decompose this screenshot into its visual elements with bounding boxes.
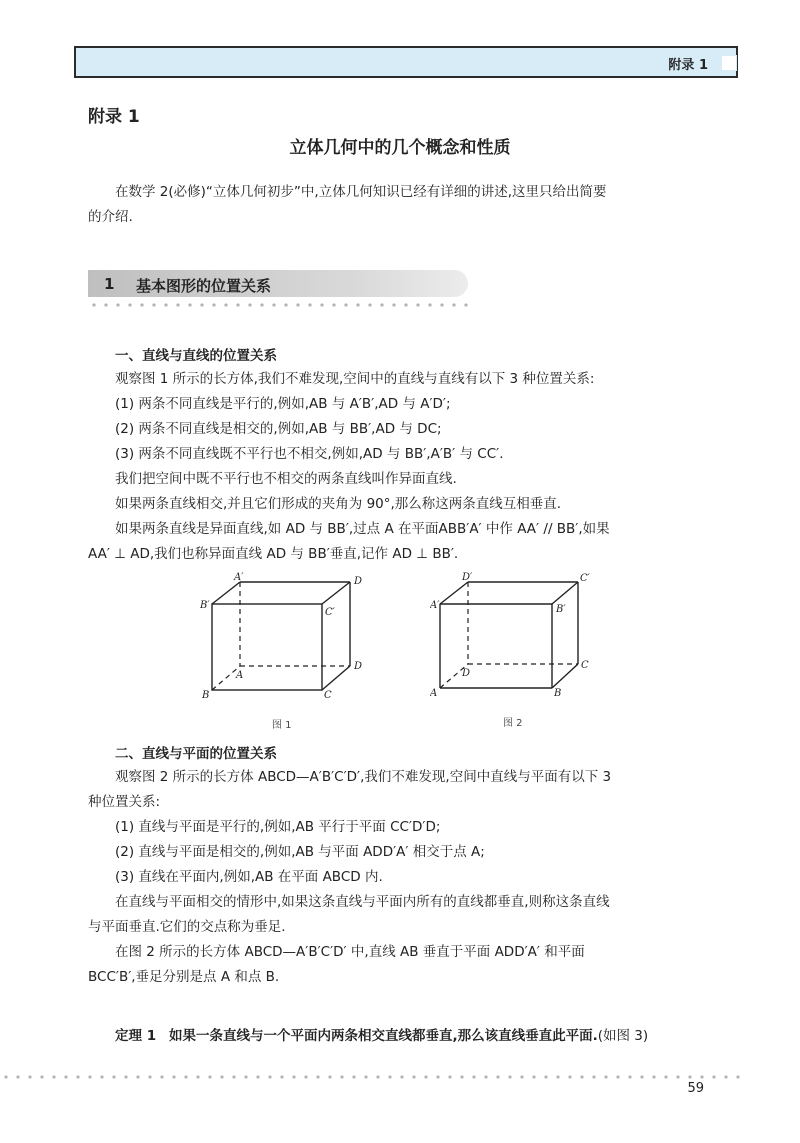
fig1-label-c: C (324, 690, 332, 701)
section-number: 1 (104, 275, 115, 293)
footer-dotted-divider (0, 1074, 740, 1080)
fig1-label-c-prime: C′ (325, 607, 335, 618)
appendix-title: 附录 1 (88, 107, 140, 127)
fig2-label-b: B (554, 688, 562, 699)
part2-line: 观察图 2 所示的长方体 ABCD—A′B′C′D′,我们不难发现,空间中直线与平面有以下 3 (115, 769, 612, 785)
theorem-text: 如果一条直线与一个平面内两条相交直线都垂直,那么该直线垂直此平面. (168, 1028, 598, 1044)
fig1-label-d-top: D (354, 576, 363, 587)
intro-paragraph (88, 180, 718, 230)
page-title: 立体几何中的几个概念和性质 (289, 138, 511, 158)
figure-1-caption: 图 1 (272, 720, 292, 731)
header-bar (74, 46, 738, 78)
fig1-label-d: D (354, 661, 363, 672)
theorem-label: 定理 1 (115, 1028, 157, 1044)
part2-line: (3) 直线在平面内,例如,AB 在平面 ABCD 内. (115, 869, 383, 885)
part2-line: 在图 2 所示的长方体 ABCD—A′B′C′D′ 中,直线 AB 垂直于平面 ADD′A′ 和平面 (115, 944, 585, 960)
fig1-label-b-prime: B′ (200, 600, 210, 611)
part1-line: AA′ ⊥ AD,我们也称异面直线 AD 与 BB′垂直,记作 AD ⊥ BB′. (88, 546, 459, 562)
fig2-label-c: C (581, 660, 589, 671)
fig2-label-d: D (462, 668, 471, 679)
part1-line: (2) 两条不同直线是相交的,例如,AB 与 BB′,AD 与 DC; (115, 421, 442, 437)
fig2-label-a-prime: A′ (430, 600, 440, 611)
theorem-1 (115, 1024, 648, 1044)
section-title: 基本图形的位置关系 (136, 277, 272, 295)
part1-line: (3) 两条不同直线既不平行也不相交,例如,AD 与 BB′,A′B′ 与 CC′. (115, 446, 504, 462)
part2-line: (1) 直线与平面是平行的,例如,AB 平行于平面 CC′D′D; (115, 819, 441, 835)
intro-line: 的介绍. (88, 209, 133, 225)
part1-line: (1) 两条不同直线是平行的,例如,AB 与 A′B′,AD 与 A′D′; (115, 396, 451, 412)
section-dotted-divider (88, 302, 472, 308)
part2-line: 种位置关系: (88, 794, 161, 810)
part2-line: (2) 直线与平面是相交的,例如,AB 与平面 ADD′A′ 相交于点 A; (115, 844, 485, 860)
fig1-label-a: A (236, 670, 244, 681)
part1-heading: 一、直线与直线的位置关系 (115, 348, 277, 364)
part1-line: 如果两条直线相交,并且它们形成的夹角为 90°,那么称这两条直线互相垂直. (115, 496, 562, 512)
part2-heading: 二、直线与平面的位置关系 (115, 746, 277, 762)
fig1-label-b: B (202, 690, 210, 701)
fig2-label-d-prime: D′ (462, 572, 473, 583)
page-number: 59 (687, 1081, 704, 1096)
part2-line: 与平面垂直.它们的交点称为垂足. (88, 919, 286, 935)
fig2-label-a: A (430, 688, 438, 699)
fig1-label-a-prime: A′ (234, 572, 244, 583)
part1-line: 如果两条直线是异面直线,如 AD 与 BB′,过点 A 在平面ABB′A′ 中作 AA′ // BB′,如果 (115, 521, 610, 537)
figure-1-cuboid (196, 572, 366, 704)
part1-line: 观察图 1 所示的长方体,我们不难发现,空间中的直线与直线有以下 3 种位置关系: (115, 371, 595, 387)
intro-line: 在数学 2(必修)“立体几何初步”中,立体几何知识已经有详细的讲述,这里只给出简要 (115, 184, 607, 200)
part2-body (88, 765, 718, 990)
header-square-icon (721, 55, 737, 71)
fig2-label-b-prime: B′ (556, 604, 566, 615)
part1-line: 我们把空间中既不平行也不相交的两条直线叫作异面直线. (115, 471, 457, 487)
figure-2-cuboid (430, 572, 600, 704)
part2-line: BCC′B′,垂足分别是点 A 和点 B. (88, 969, 280, 985)
theorem-figure-ref: (如图 3) (597, 1028, 649, 1044)
part1-body (88, 367, 718, 567)
part2-line: 在直线与平面相交的情形中,如果这条直线与平面内所有的直线都垂直,则称这条直线 (115, 894, 610, 910)
fig2-label-c-prime: C′ (580, 573, 590, 584)
header-label: 附录 1 (668, 58, 708, 73)
figure-2-caption: 图 2 (503, 718, 523, 729)
